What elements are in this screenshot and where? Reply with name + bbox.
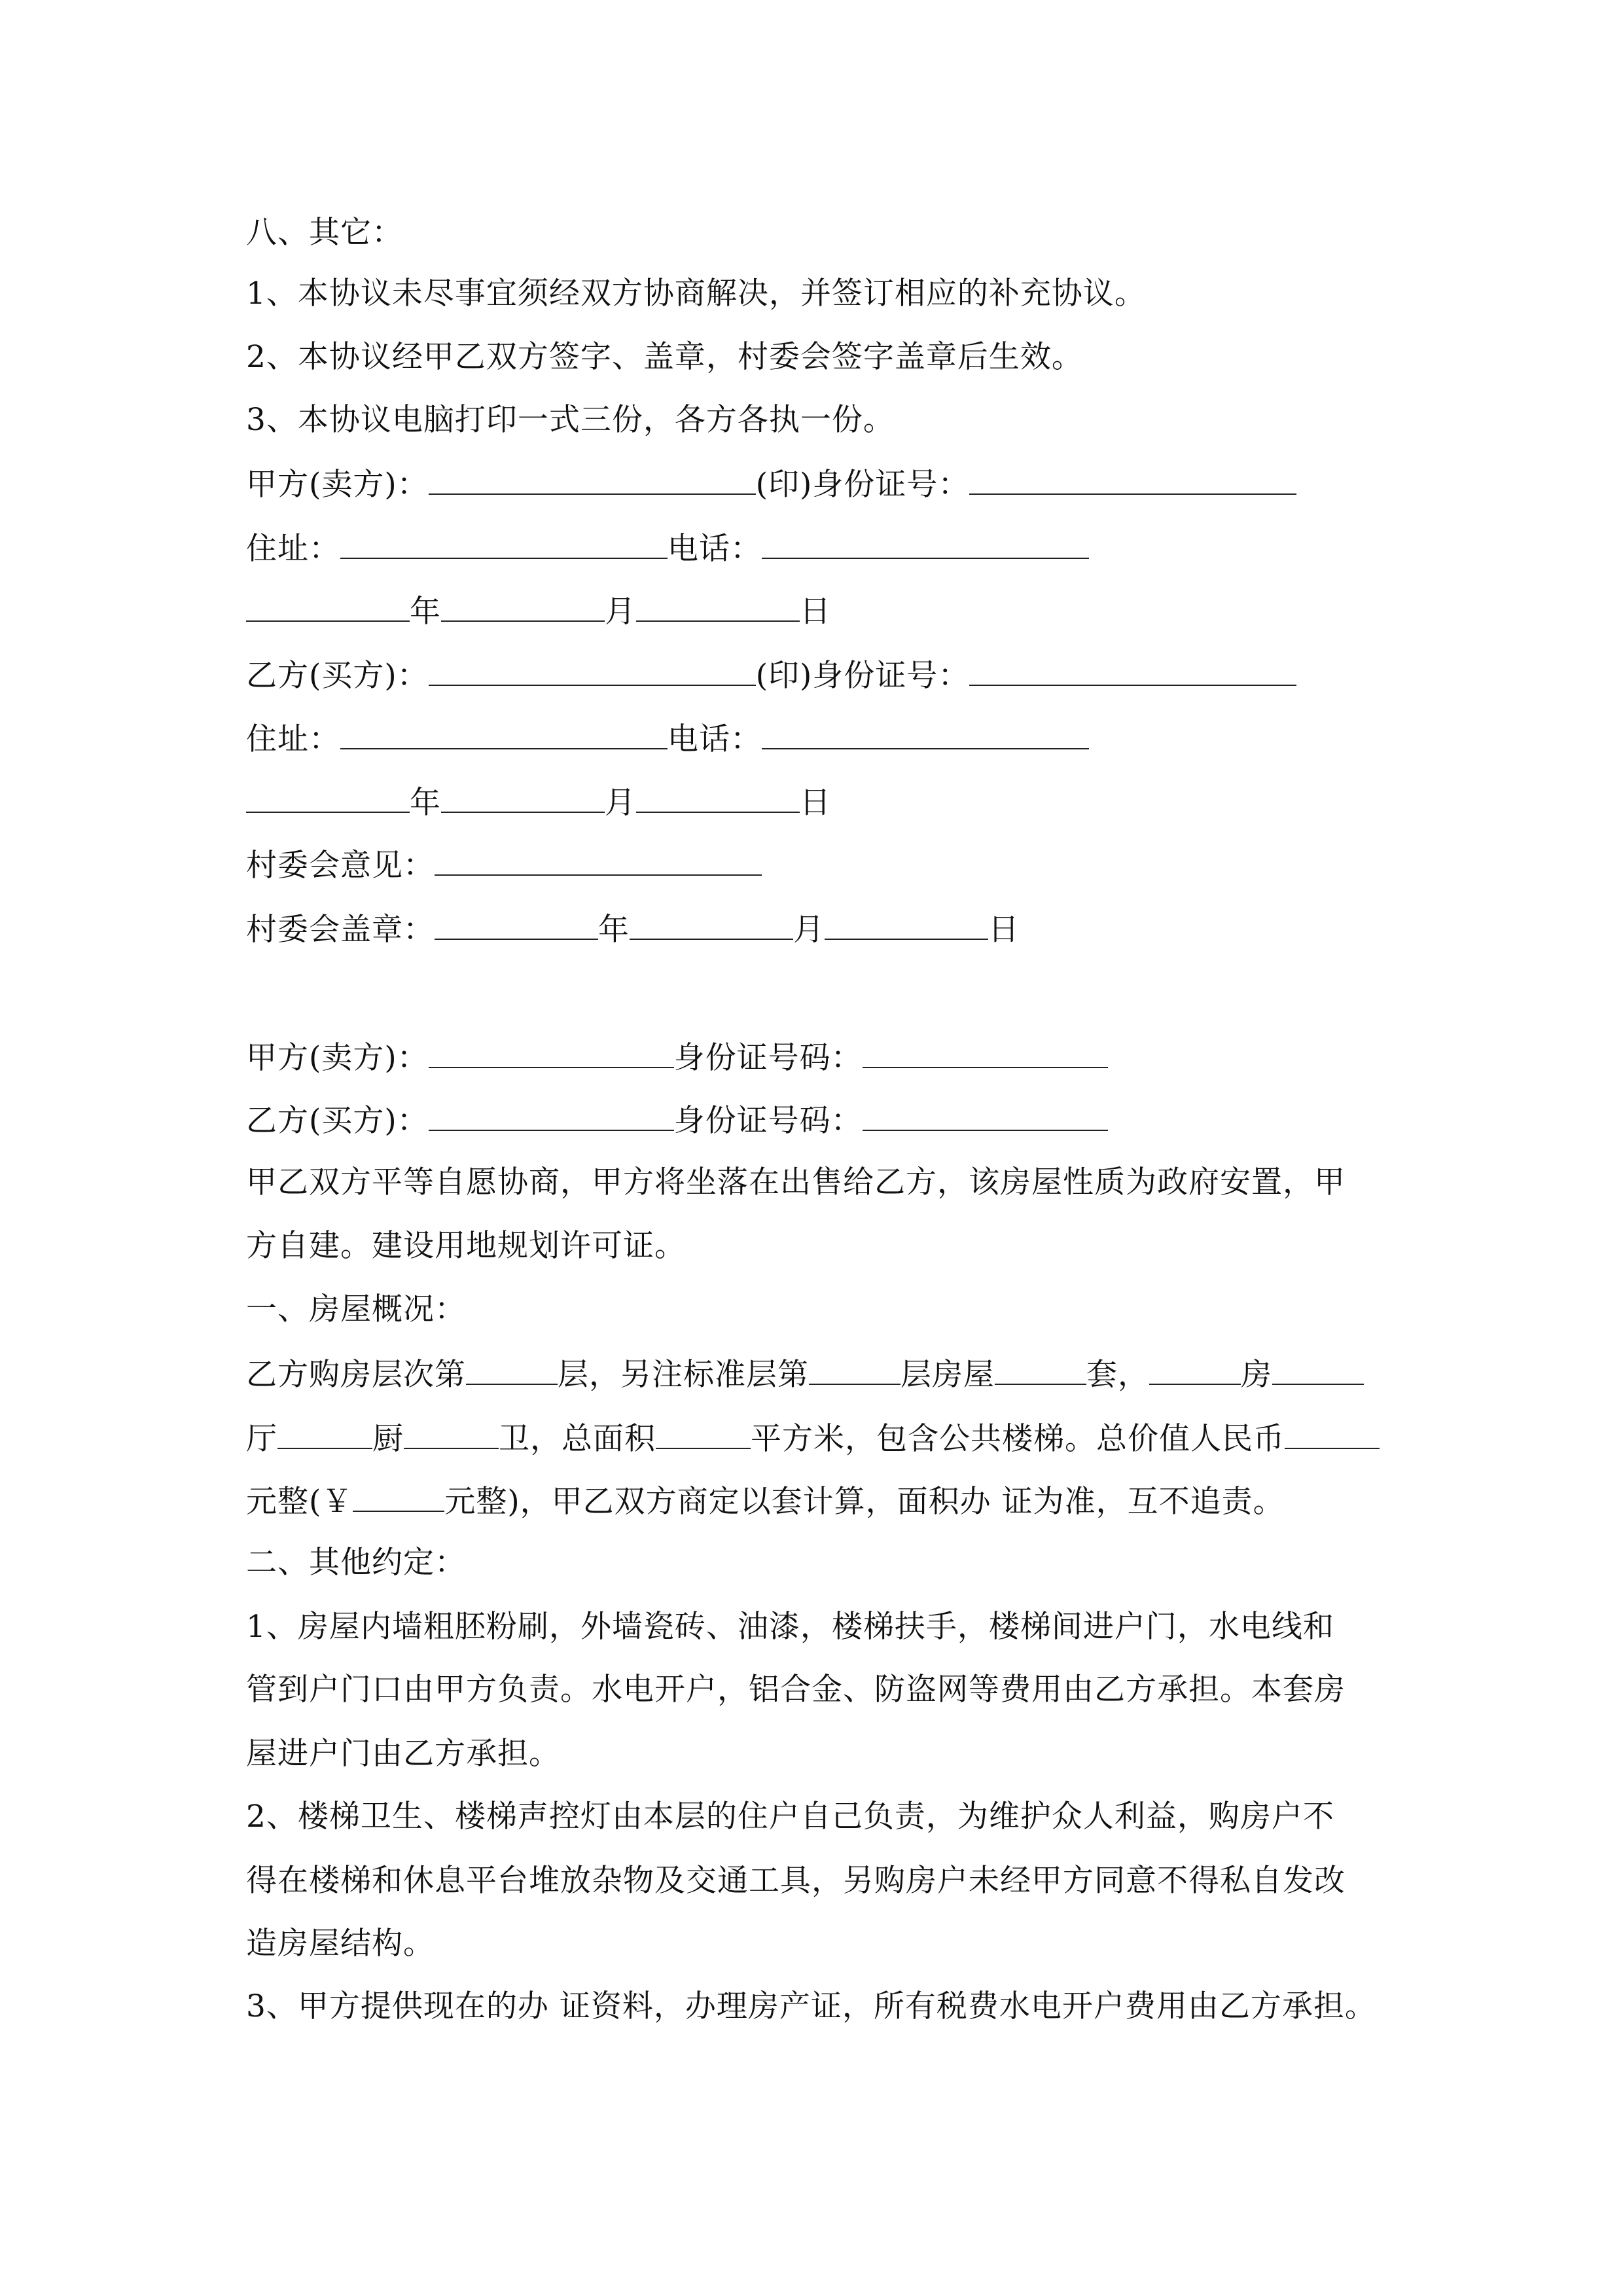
room-count-blank[interactable] [1149, 1354, 1241, 1385]
standard-floor-blank[interactable] [809, 1354, 901, 1385]
committee-seal-label: 村委会盖章： [246, 912, 435, 948]
year-blank[interactable] [435, 908, 598, 940]
month-label: 月 [793, 912, 825, 948]
section-8-item-2: 2、本协议经甲乙双方签字、盖章，村委会签字盖章后生效。 [246, 339, 1083, 375]
id-number-label: 身份证号码： [673, 1103, 863, 1139]
committee-opinion-line [246, 844, 762, 884]
section-2-line-1: 1、房屋内墙粗胚粉刷，外墙瓷砖、油漆，楼梯扶手，楼梯间进户门，水电线和 [246, 1609, 1334, 1645]
year-blank[interactable] [246, 781, 410, 813]
party-a-id-blank[interactable] [969, 463, 1296, 495]
party-a-address-blank[interactable] [340, 528, 668, 559]
year-blank[interactable] [246, 590, 410, 622]
month-label: 月 [605, 594, 636, 630]
phone-label: 电话： [668, 531, 762, 567]
section-8-item-3: 3、本协议电脑打印一式三份，各方各执一份。 [246, 402, 895, 438]
party-b-name-blank[interactable] [429, 655, 756, 686]
section-8-item-1: 1、本协议未尽事宜须经双方协商解决，并签订相应的补充协议。 [246, 276, 1146, 312]
kitchen-count-blank[interactable] [277, 1418, 372, 1449]
committee-seal-line [246, 908, 1020, 948]
text-segment: 房 [1241, 1357, 1272, 1393]
text-segment: 厨 [372, 1421, 404, 1457]
party-b-date-line [246, 781, 831, 821]
text-segment: 元整)，甲乙双方商定以套计算，面积办 证为准，互不追责。 [444, 1484, 1285, 1520]
phone-label: 电话： [668, 721, 762, 757]
party-b-id-blank[interactable] [969, 655, 1296, 686]
address-label: 住址： [246, 531, 340, 567]
party-a-label: 甲方(卖方)： [246, 1040, 429, 1076]
text-segment: 层，另注标准层第 [558, 1357, 809, 1393]
bath-count-blank[interactable] [404, 1418, 499, 1449]
day-blank[interactable] [636, 590, 800, 622]
unit-count-blank[interactable] [995, 1354, 1086, 1385]
day-blank[interactable] [636, 781, 800, 813]
party-a-id-number-blank[interactable] [863, 1037, 1108, 1068]
committee-opinion-label: 村委会意见： [246, 848, 435, 884]
party-a-phone-blank[interactable] [762, 528, 1089, 559]
section-2-line-5: 得在楼梯和休息平台堆放杂物及交通工具，另购房户未经甲方同意不得私自发改 [246, 1863, 1346, 1899]
section-8-heading: 八、其它： [246, 215, 403, 251]
month-label: 月 [605, 785, 636, 821]
party-b-name-blank[interactable] [429, 1100, 674, 1131]
month-blank[interactable] [630, 908, 793, 940]
area-blank[interactable] [656, 1418, 751, 1449]
day-blank[interactable] [825, 908, 988, 940]
seal-id-label: (印)身份证号： [755, 467, 970, 503]
party-b-id-number-blank[interactable] [863, 1100, 1108, 1131]
text-segment: 平方米，包含公共楼梯。总价值人民币 [751, 1421, 1285, 1457]
day-label: 日 [988, 912, 1020, 948]
year-label: 年 [598, 912, 630, 948]
party-b-address-line [246, 718, 1089, 757]
month-blank[interactable] [441, 590, 605, 622]
intro-line-2: 方自建。建设用地规划许可证。 [246, 1228, 686, 1264]
section-2-line-3: 屋进户门由乙方承担。 [246, 1736, 560, 1772]
id-number-label: 身份证号码： [673, 1040, 863, 1076]
year-label: 年 [410, 594, 441, 630]
day-label: 日 [800, 594, 831, 630]
year-label: 年 [410, 785, 441, 821]
text-segment: 套， [1086, 1357, 1149, 1393]
floor-blank[interactable] [466, 1354, 558, 1385]
contract-party-b-line [246, 1100, 1108, 1139]
text-segment: 厅 [246, 1421, 277, 1457]
party-a-address-line [246, 528, 1089, 567]
party-a-name-blank[interactable] [429, 463, 756, 495]
total-price-blank[interactable] [1285, 1418, 1380, 1449]
text-segment: 元整(￥ [246, 1484, 353, 1520]
party-b-label: 乙方(买方)： [246, 1103, 429, 1139]
party-b-label: 乙方(买方)： [246, 658, 429, 694]
month-blank[interactable] [441, 781, 605, 813]
party-a-name-blank[interactable] [429, 1037, 674, 1068]
party-b-address-blank[interactable] [340, 718, 668, 749]
price-figure-blank[interactable] [353, 1480, 444, 1512]
section-1-heading: 一、房屋概况： [246, 1291, 466, 1327]
house-overview-line-3 [246, 1480, 1285, 1520]
party-a-date-line [246, 590, 831, 630]
party-b-signature-line [246, 655, 1296, 694]
contract-party-a-line [246, 1037, 1108, 1076]
intro-line-1: 甲乙双方平等自愿协商，甲方将坐落在出售给乙方，该房屋性质为政府安置，甲 [246, 1164, 1346, 1200]
section-2-line-7: 3、甲方提供现在的办 证资料，办理房产证，所有税费水电开户费用由乙方承担。 [246, 1988, 1376, 2024]
text-segment: 卫，总面积 [499, 1421, 656, 1457]
house-overview-line-1 [246, 1354, 1364, 1393]
party-a-signature-line [246, 463, 1296, 503]
party-b-phone-blank[interactable] [762, 718, 1089, 749]
address-label: 住址： [246, 721, 340, 757]
section-2-line-6: 造房屋结构。 [246, 1926, 435, 1962]
text-segment: 乙方购房层次第 [246, 1357, 466, 1393]
party-a-label: 甲方(卖方)： [246, 467, 429, 503]
seal-id-label: (印)身份证号： [755, 658, 970, 694]
section-2-line-4: 2、楼梯卫生、楼梯声控灯由本层的住户自己负责，为维护众人利益，购房户不 [246, 1799, 1334, 1835]
day-label: 日 [800, 785, 831, 821]
text-segment: 层房屋 [901, 1357, 995, 1393]
house-overview-line-2 [246, 1418, 1380, 1457]
section-2-heading: 二、其他约定： [246, 1545, 466, 1581]
committee-opinion-blank[interactable] [435, 844, 762, 876]
section-2-line-2: 管到户门口由甲方负责。水电开户，铝合金、防盗网等费用由乙方承担。本套房 [246, 1672, 1346, 1708]
hall-count-blank[interactable] [1272, 1354, 1364, 1385]
